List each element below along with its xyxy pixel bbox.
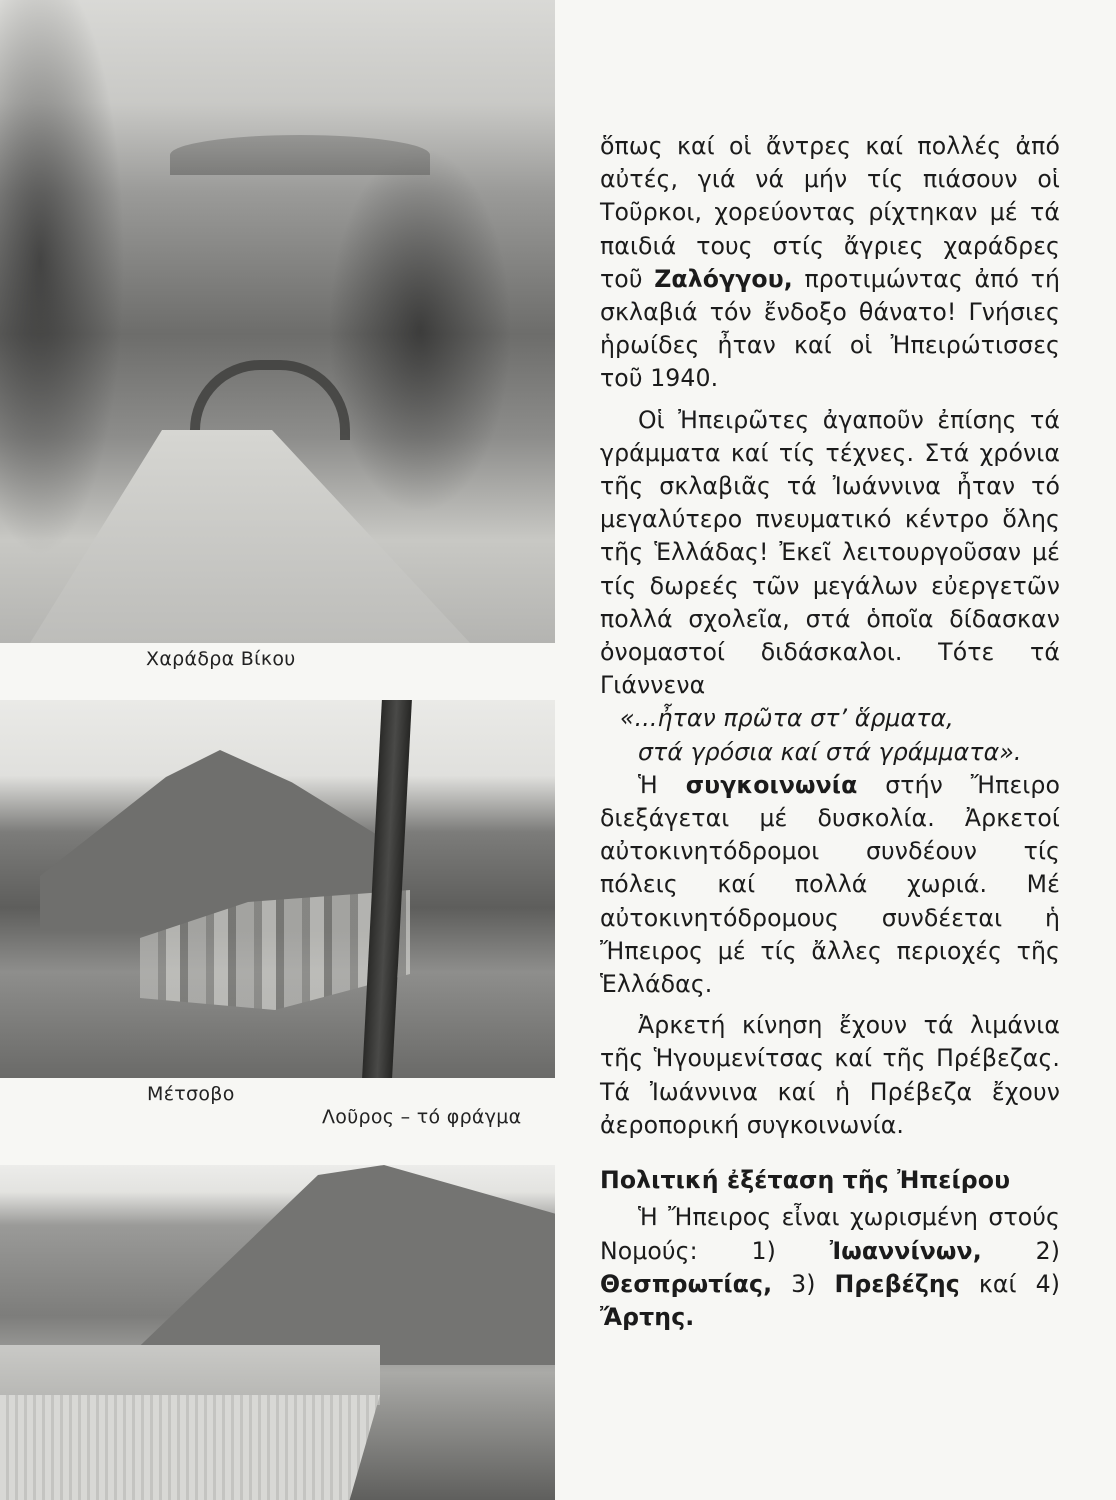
photo-metsovo [0, 700, 555, 1078]
quote-line-2: στά γρόσια καί στά γράμματα». [638, 737, 1022, 766]
bold-zalongo: Ζαλόγγου, [654, 264, 793, 293]
caption-metsovo: Μέτσοβο [147, 1083, 235, 1105]
prefecture-arta: Ἄρτης. [600, 1302, 695, 1331]
photo-hill [120, 1165, 555, 1365]
quote-line-1: «...ἦταν πρῶτα στ’ ἅρματα, [620, 704, 954, 733]
photo-dam [0, 1395, 380, 1500]
prefecture-preveza: Πρεβέζης [834, 1269, 960, 1298]
paragraph-transport: Ἡ συγκοινωνία στήν Ἤπειρο διεξάγεται μέ δυσκολία. Ἀρκετοί αὐτοκινητόδρομοι συνδέουν τίς πόλεις καί πολλά χωριά. Μέ αὐτοκινητόδρομους συνδέεται ἡ Ἤπειρος μέ τίς ἄλλες περιοχές τῆς Ἑλλάδας. [600, 770, 1060, 999]
body-text-column [600, 130, 1060, 1334]
paragraph-ports: Ἀρκετή κίνηση ἔχουν τά λιμάνια τῆς Ἡγουμενίτσας καί τῆς Πρέβεζας. Τά Ἰωάννινα καί ἡ Πρέβεζα ἔχουν ἀεροπορική συγκοινωνία. [600, 1011, 1060, 1139]
paragraph-zalongo: ὅπως καί οἱ ἄντρες καί πολλές ἀπό αὐτές, γιά νά μήν τίς πιάσουν οἱ Τοῦρκοι, χορεύοντας ρίχτηκαν μέ τά παιδιά τους στίς ἄγριες χαράδρες τοῦ Ζαλόγγου, προτιμώντας ἀπό τή σκλαβιά τόν ἔνδοξο θάνατο! Γνήσιες ἡρωίδες ἦταν καί οἱ Ἠπειρώτισσες τοῦ 1940. [600, 132, 1060, 393]
photo-louros-dam [0, 1165, 555, 1500]
bold-transport: συγκοινωνία [685, 770, 858, 799]
paragraph-letters: Οἱ Ἠπειρῶτες ἀγαποῦν ἐπίσης τά γράμματα καί τίς τέχνες. Στά χρόνια τῆς σκλαβιᾶς τά Ἰωάννινα ἦταν τό μεγαλύτερο πνευματικό κέντρο ὅλης τῆς Ἑλλάδας! Ἐκεῖ λειτουργοῦσαν μέ τίς δωρεές τῶν μεγάλων εὐεργετῶν πολλά σχολεῖα, στά ὁποῖα δίδασκαν ὀνομαστοί διδάσκαλοι. Τότε τά Γιάννενα [600, 405, 1060, 700]
photo-vikos-gorge [0, 0, 555, 643]
section-title-political: Πολιτική ἐξέταση τῆς Ἠπείρου [600, 1166, 1011, 1195]
caption-louros: Λοῦρος – τό φράγμα [322, 1106, 522, 1128]
prefecture-ioannina: Ἰωαννίνων, [829, 1236, 982, 1265]
caption-vikos: Χαράδρα Βίκου [146, 648, 296, 670]
prefecture-thesprotia: Θεσπρωτίας, [600, 1269, 773, 1298]
photo-stone-bridge [190, 360, 350, 440]
photo-riverbed [30, 430, 470, 643]
photo-ridge [170, 135, 430, 175]
paragraph-prefectures: Ἡ Ἤπειρος εἶναι χωρισμένη στούς Νομούς: 1) Ἰωαννίνων, 2) Θεσπρωτίας, 3) Πρεβέζης καί 4) Ἄρτης. [600, 1203, 1060, 1331]
